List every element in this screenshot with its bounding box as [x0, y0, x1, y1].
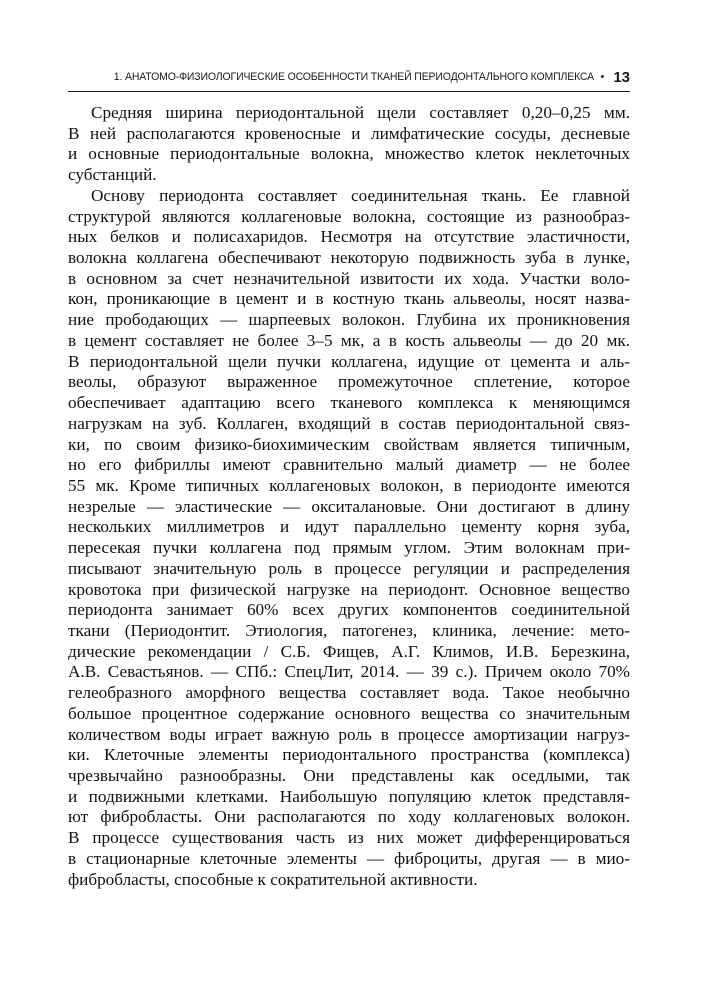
text-line: дические рекомендации / С.Б. Фищев, А.Г. Климов, И.В. Березкина,: [68, 641, 630, 661]
chapter-title: 1. АНАТОМО-ФИЗИОЛОГИЧЕСКИЕ ОСОБЕННОСТИ ТКАНЕЙ ПЕРИОДОНТАЛЬНОГО КОМПЛЕКСА: [114, 71, 595, 83]
text-line: кровотока при физической нагрузке на периодонт. Основное вещество: [68, 579, 630, 599]
text-line: и основные периодонтальные волокна, множество клеток неклеточных: [68, 144, 630, 164]
text-line: чрезвычайно разнообразны. Они представлены как оседлыми, так: [68, 766, 630, 785]
text-line: В процессе существования часть из них может дифференцироваться: [68, 828, 630, 848]
text-line: гелеобразного аморфного вещества составляет вода. Такое необычно: [68, 683, 630, 703]
text-line: ных белков и полисахаридов. Несмотря на отсутствие эластичности,: [68, 227, 630, 247]
text-line: нескольких миллиметров и идут параллельно цементу корня зуба,: [68, 517, 630, 537]
text-line: нагрузкам на зуб. Коллаген, входящий в состав периодонтальной связ-: [68, 413, 630, 433]
text-line: В периодонтальной щели пучки коллагена, идущие от цемента и аль-: [68, 351, 630, 371]
paragraph-1: [68, 103, 630, 186]
text-line: субстанций.: [68, 165, 157, 185]
text-line: большое процентное содержание основного вещества со значительным: [68, 703, 630, 723]
text-line: Основу периодонта составляет соединительная ткань. Ее главной: [91, 185, 630, 205]
text-line: структурой являются коллагеновые волокна, состоящие из разнообраз-: [68, 206, 630, 226]
text-line: писывают значительную роль в процессе регуляции и распределения: [68, 558, 630, 578]
text-line: обеспечивает адаптацию всего тканевого комплекса к меняющимся: [68, 393, 630, 413]
text-line: ние прободающих — шарпеевых волокон. Глубина их проникновения: [68, 310, 630, 330]
text-line: количеством воды играет важную роль в процессе амортизации нагруз-: [68, 724, 630, 744]
text-line: периодонта занимает 60% всех других компонентов соединительной: [68, 600, 630, 620]
text-line: в основном за счет незначительной извитости их хода. Участки воло-: [68, 268, 630, 288]
text-line: ки. Клеточные элементы периодонтального пространства (комплекса): [68, 745, 630, 765]
text-line: но его фибриллы имеют сравнительно малый диаметр — не более: [68, 455, 630, 475]
header-rule-divider: [68, 91, 630, 92]
text-line: пересекая пучки коллагена под прямым углом. Этим волокнам при-: [68, 538, 630, 558]
text-line: В ней располагаются кровеносные и лимфатические сосуды, десневые: [68, 123, 630, 143]
text-line: веолы, образуют выраженное промежуточное сплетение, которое: [68, 372, 630, 392]
text-line: и подвижными клетками. Наибольшую популяцию клеток представля-: [68, 786, 630, 806]
text-line: в стационарные клеточные элементы — фиброциты, другая — в мио-: [68, 848, 630, 868]
text-line: ки, по своим физико-биохимическим свойствам является типичным,: [68, 434, 630, 454]
page-number: 13: [613, 68, 630, 86]
text-line: в цемент составляет не более 3–5 мк, а в кость альвеолы — до 20 мк.: [68, 330, 630, 350]
paragraph-2: [68, 186, 630, 890]
text-line: А.В. Севастьянов. — СПб.: СпецЛит, 2014. — 39 с.). Причем около 70%: [68, 662, 630, 682]
text-line: 55 мк. Кроме типичных коллагеновых волокон, в периодонте имеются: [68, 475, 630, 495]
text-line: ют фибробласты. Они располагаются по ходу коллагеновых волокон.: [68, 807, 630, 827]
header-bullet-separator: •: [600, 71, 605, 83]
text-line: ткани (Периодонтит. Этиология, патогенез, клиника, лечение: мето-: [68, 620, 630, 640]
text-line: фибробласты, способные к сократительной активности.: [68, 869, 478, 889]
text-line: кон, проникающие в цемент и в костную ткань альвеолы, носят назва-: [68, 289, 630, 309]
running-header: [68, 66, 630, 88]
text-line: Средняя ширина периодонтальной щели составляет 0,20–0,25 мм.: [91, 103, 630, 122]
body-text: [68, 103, 630, 890]
text-line: незрелые — эластические — окситалановые. Они достигают в длину: [68, 496, 630, 516]
text-line: волокна коллагена обеспечивают некоторую подвижность зуба в лунке,: [68, 248, 630, 268]
